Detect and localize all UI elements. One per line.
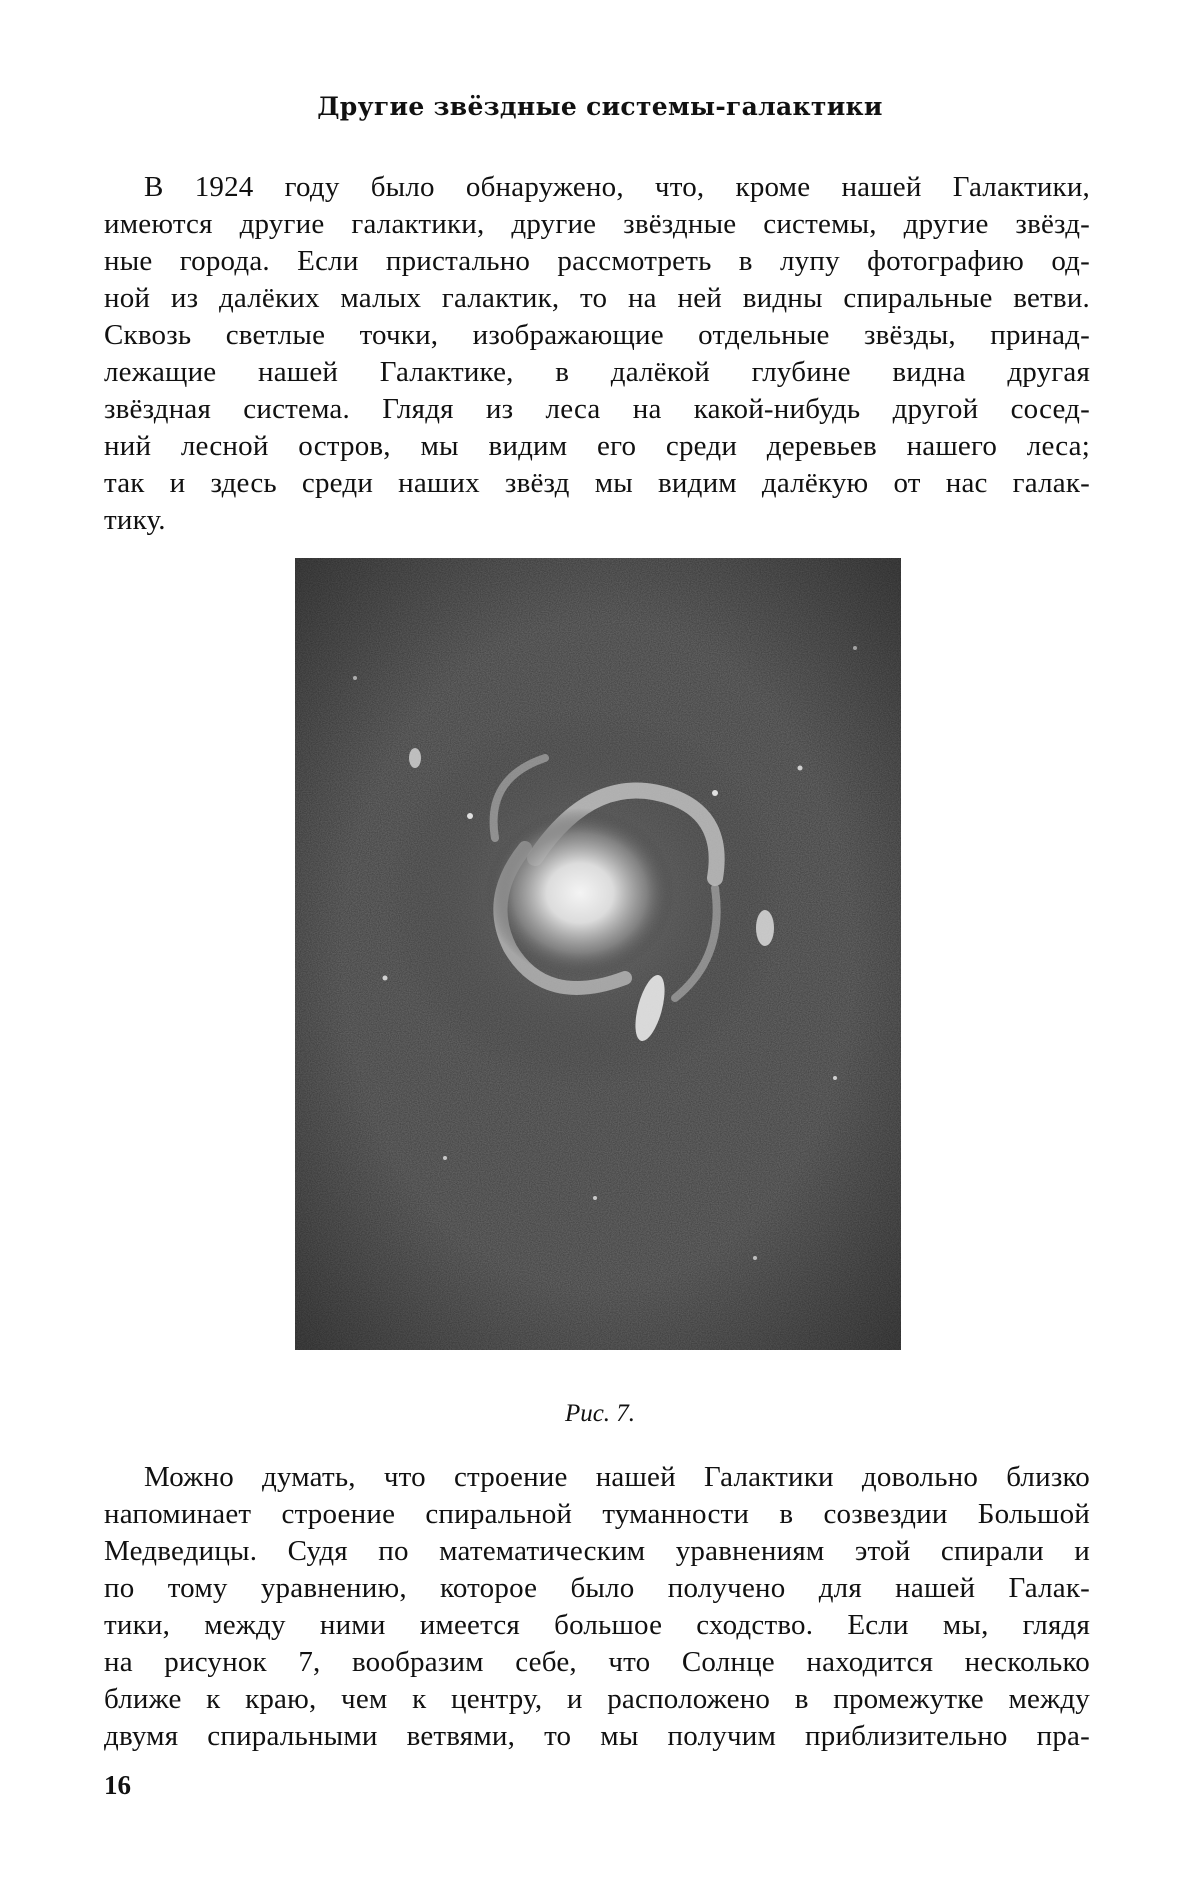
text-line: двумя спиральными ветвями, то мы получим приблизительно пра- [104,1720,1090,1752]
text-line: тику. [104,504,166,536]
paragraph-2 [104,1459,1090,1755]
text-line: на рисунок 7, вообразим себе, что Солнце находится несколько [104,1646,1090,1678]
text-line: тики, между ними имеется большое сходство. Если мы, глядя [104,1609,1090,1641]
text-line: по тому уравнению, которое было получено для нашей Галак- [104,1572,1090,1604]
text-line: лежащие нашей Галактике, в далёкой глубине видна другая [104,356,1090,388]
figure-caption: Рис. 7. [564,1400,636,1427]
text-line: В 1924 году было обнаружено, что, кроме нашей Галактики, [144,171,1090,203]
page-number: 16 [104,1770,131,1800]
text-line: ной из далёких малых галактик, то на ней видны спиральные ветви. [104,282,1090,314]
text-line: звёздная система. Глядя из леса на какой-нибудь другой сосед- [104,393,1090,425]
text-line: имеются другие галактики, другие звёздные системы, другие звёзд- [104,208,1090,240]
section-heading: Другие звёздные системы-галактики [317,92,883,121]
galaxy-image [295,558,901,1350]
text-line: ные города. Если пристально рассмотреть в лупу фотографию од- [104,245,1090,277]
text-line: ближе к краю, чем к центру, и расположено в промежутке между [104,1683,1090,1715]
text-line: ний лесной остров, мы видим его среди деревьев нашего леса; [104,430,1090,462]
text-line: так и здесь среди наших звёзд мы видим далёкую от нас галак- [104,467,1090,499]
text-line: Можно думать, что строение нашей Галактики довольно близко [144,1461,1090,1493]
paragraph-1 [104,169,1090,539]
text-line: Медведицы. Судя по математическим уравнениям этой спирали и [104,1535,1090,1567]
spiral-galaxy-photo [295,558,901,1350]
text-line: напоминает строение спиральной туманности в созвездии Большой [104,1498,1090,1530]
text-line: Сквозь светлые точки, изображающие отдельные звёзды, принад- [104,319,1090,351]
